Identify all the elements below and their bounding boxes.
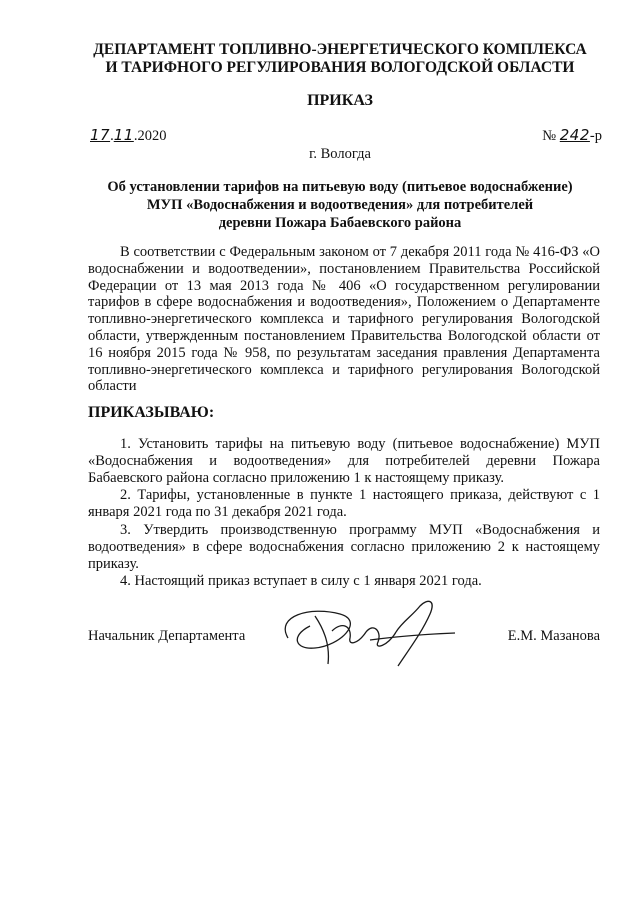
order-date: 17.11.2020	[90, 126, 167, 144]
subject-line-3: деревни Пожара Бабаевского района	[218, 215, 462, 231]
order-subject	[60, 178, 620, 232]
order-title: ПРИКАЗ	[307, 92, 373, 109]
order-number-suffix: -р	[589, 128, 602, 144]
order-year: .2020	[133, 128, 167, 144]
order-month: 11	[113, 126, 134, 144]
signatory-position: Начальник Департамента	[88, 628, 246, 644]
department-name-line-2: И ТАРИФНОГО РЕГУЛИРОВАНИЯ ВОЛОГОДСКОЙ ОБЛАСТИ	[105, 59, 575, 76]
order-items	[88, 436, 600, 591]
order-item: 1. Установить тарифы на питьевую воду (питьевое водоснабжение) МУП «Водоснабжения и водоотведения» для потребителей деревни Пожара Бабаевского района согласно приложению 1 к настоящему приказу.	[88, 436, 600, 486]
order-item: 2. Тарифы, установленные в пункте 1 настоящего приказа, действуют с 1 января 2021 года по 31 декабря 2021 года.	[88, 487, 600, 521]
signatory-name: Е.М. Мазанова	[507, 628, 600, 644]
preamble-paragraph: В соответствии с Федеральным законом от 7 декабря 2011 года № 416-ФЗ «О водоснабжении и водоотведении», постановлением Правительства Российской Федерации от 13 мая 2013 года № 406 «О государственном регулировании тарифов в сфере водоснабжения и водоотведения», Положением о Департаменте топливно-энергетического комплекса и тарифного регулирования Вологодской области, утвержденным постановлением Правительства Вологодской области от 16 ноября 2015 года № 958, по результатам заседания правления Департамента топливно-энергетического комплекса и тарифного регулирования Вологодской области	[88, 244, 600, 395]
order-item: 4. Настоящий приказ вступает в силу с 1 января 2021 года.	[120, 573, 482, 590]
order-day: 17	[90, 126, 111, 144]
command-word: ПРИКАЗЫВАЮ:	[88, 404, 215, 421]
order-number-value: 242	[559, 126, 590, 144]
subject-line-2: МУП «Водоснабжения и водоотведения» для потребителей	[146, 197, 534, 213]
order-item: 3. Утвердить производственную программу МУП «Водоснабжения и водоотведения» в сфере водоснабжения согласно приложению 2 к настоящему приказу.	[88, 521, 600, 572]
order-number	[542, 126, 602, 145]
subject-line-1: Об установлении тарифов на питьевую воду (питьевое водоснабжение)	[107, 179, 573, 195]
handwritten-signature-icon	[270, 586, 460, 676]
order-number-prefix: №	[542, 128, 557, 144]
order-city: г. Вологда	[309, 146, 371, 162]
department-name-line-1: ДЕПАРТАМЕНТ ТОПЛИВНО-ЭНЕРГЕТИЧЕСКОГО КОМПЛЕКСА	[93, 41, 587, 58]
